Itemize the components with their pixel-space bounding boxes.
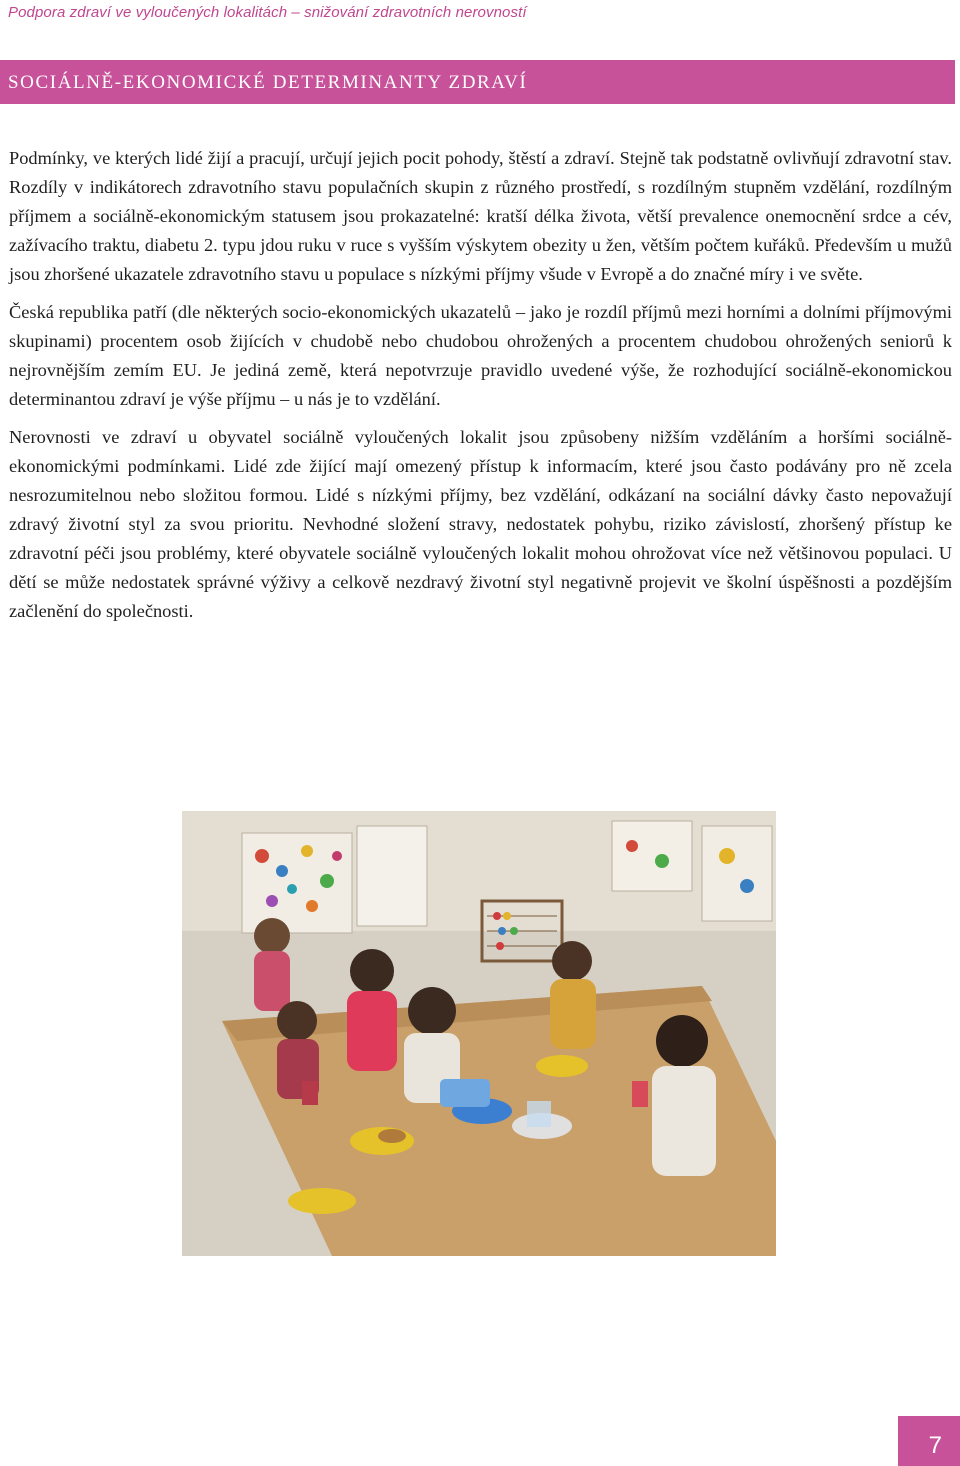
classroom-illustration bbox=[182, 811, 776, 1256]
section-title: SOCIÁLNĚ-EKONOMICKÉ DETERMINANTY ZDRAVÍ bbox=[8, 72, 528, 93]
body-text bbox=[9, 144, 952, 635]
paragraph-1: Podmínky, ve kterých lidé žijí a pracují, určují jejich pocit pohody, štěstí a zdraví. Stejně tak podstatně ovlivňují zdravotní stav. Rozdíly v indikátorech zdravotního stavu populačních skupin z různého prostředí, s rozdílným stupněm vzdělání, rozdílným příjmem a sociálně-ekonomickým statusem jsou prokazatelné: kratší délka života, větší prevalence onemocnění srdce a cév, zažívacího traktu, diabetu 2. typu jdou ruku v ruce s vyšším výskytem obezity u žen, větším počtem kuřáků. Především u mužů jsou zhoršené ukazatele zdravotního stavu u populace s nízkými příjmy všude v Evropě a do značné míry i ve světe. bbox=[9, 148, 952, 284]
running-header: Podpora zdraví ve vyloučených lokalitách – snižování zdravotních nerovností bbox=[8, 4, 527, 21]
classroom-photo bbox=[182, 811, 776, 1256]
section-header-band bbox=[0, 60, 955, 104]
page-number: 7 bbox=[928, 1432, 942, 1459]
paragraph-2: Česká republika patří (dle některých socio-ekonomických ukazatelů – jako je rozdíl příjmů mezi horními a dolními příjmovými skupinami) procentem osob žijících v chudobě nebo chudobou ohrožených a procentem chudobou ohrožených seniorů k nejrovnějším zemím EU. Je jediná země, která nepotvrzuje pravidlo uvedené výše, že rozhodující sociálně-ekonomickou determinantou zdraví je výše příjmu – u nás je to vzdělání. bbox=[9, 302, 952, 409]
paragraph-3: Nerovnosti ve zdraví u obyvatel sociálně vyloučených lokalit jsou způsobeny nižším vzděláním a horšími sociálně-ekonomickými podmínkami. Lidé zde žijící mají omezený přístup k informacím, které jsou často podávány pro ně zcela nesrozumitelnou nebo složitou formou. Lidé s nízkými příjmy, bez vzdělání, odkázaní na sociální dávky často nepovažují zdravý životní styl za svou prioritu. Nevhodné složení stravy, nedostatek pohybu, riziko závislostí, zhoršený přístup ke zdravotní péči jsou problémy, které obyvatele sociálně vyloučených lokalit mohou ohrožovat více než většinovou populaci. U dětí se může nedostatek správné výživy a celkově nezdravý životní styl negativně projevit ve školní úspěšnosti a pozdějším začlenění do společnosti. bbox=[9, 427, 952, 621]
